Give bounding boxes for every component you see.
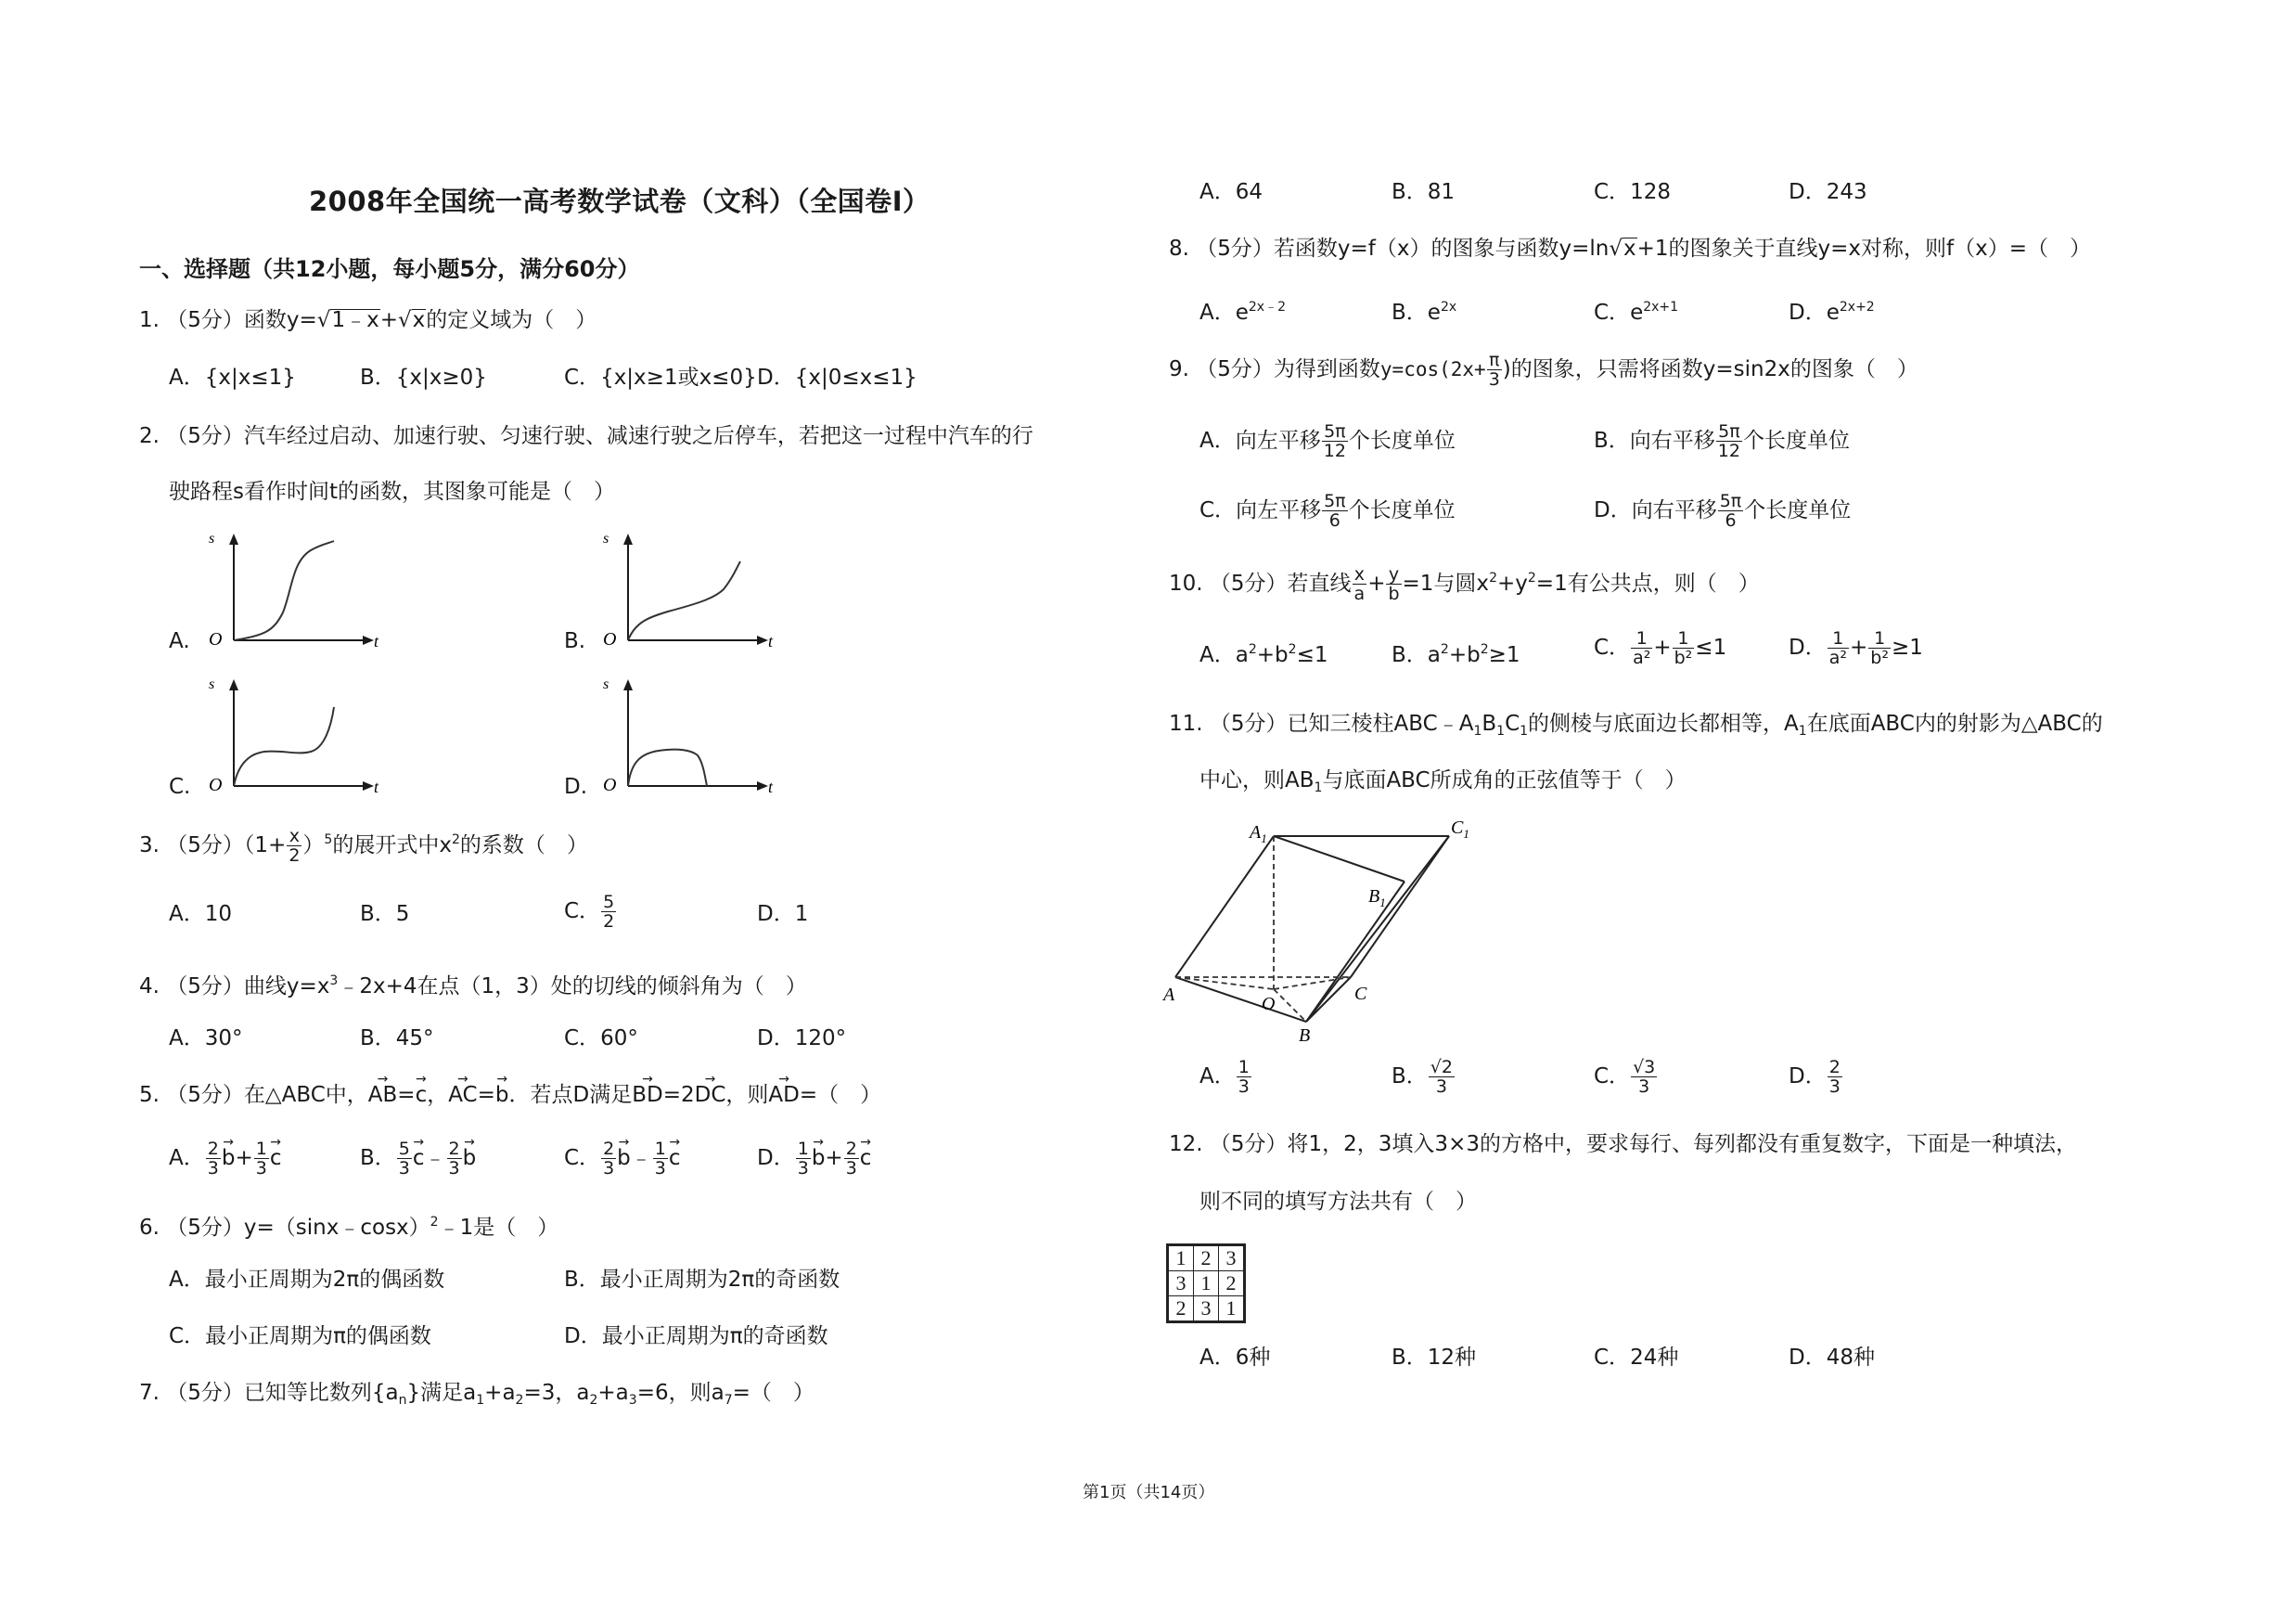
question-7: 7. （5分）已知等比数列$\{a_n\}$满足$a_1+a_2=3$，$a_2+a_3=6$，则$a_7=$（ ） [139,1381,815,1408]
q5-option-d[interactable]: D． $\frac{1}{3}$ → b+ $\frac{2}{3}$ → c [757,1140,871,1178]
q6-option-b[interactable]: B．最小正周期为2π的奇函数 [564,1268,840,1292]
q7-option-a[interactable]: A．64 [1199,180,1263,204]
q5-option-a[interactable]: A． $\frac{2}{3}$ → b+ $\frac{1}{3}$ → c [169,1140,281,1178]
label-b1: $B_1$ [1368,886,1386,909]
q2-option-c[interactable]: C. [169,775,191,799]
q2-graph-b [594,524,779,654]
q2-graph-c [199,670,385,800]
q10-option-c[interactable]: C． $\frac{1}{\text{a²}}$ + $\frac{1}{\text{b²}}$ ≤1 [1594,628,1727,668]
q1-option-d[interactable]: D．{x|0≤x≤1} [757,366,917,390]
question-5: 5. （5分）在△ABC中，→ AB=→ c，→ AC=→ b．若点D满足→ BD=2→ DC，则→ AD=（ ） [139,1081,881,1109]
svg-text:t: t [768,632,774,650]
question-12-line2: 则不同的填写方法共有（ ） [1199,1190,1477,1214]
q10-option-a[interactable]: A．$a^2+b^2\le 1$ [1199,642,1328,667]
q5-option-b[interactable]: B． $\frac{5}{3}$ → c﹣ $\frac{2}{3}$ → b [360,1140,476,1178]
q4-option-a[interactable]: A．30° [169,1026,243,1050]
q4-option-d[interactable]: D．120° [757,1026,847,1050]
label-a: A [1163,985,1175,1005]
q2-graph-a [199,524,385,654]
question-1: 1. （5分）函数y=√1﹣x+√x的定义域为（ ） [139,308,597,332]
q6-option-a[interactable]: A．最小正周期为2π的偶函数 [169,1268,445,1292]
label-a1: $A_1$ [1250,822,1267,845]
q12-option-a[interactable]: A．6种 [1199,1346,1271,1370]
q3-option-a[interactable]: A．10 [169,902,233,926]
question-12-line1: 12. （5分）将1，2，3填入3×3的方格中，要求每行、每列都没有重复数字，下面是一种填法， [1169,1132,2077,1156]
question-2-line1: 2. （5分）汽车经过启动、加速行驶、匀速行驶、减速行驶之后停车，若把这一过程中汽车的行 [139,424,1033,448]
q3-option-d[interactable]: D．1 [757,902,809,926]
q10-option-d[interactable]: D． $\frac{1}{\text{a²}}$ + $\frac{1}{\text{b²}}$ ≥1 [1789,628,1923,668]
question-11-line1: 11. （5分）已知三棱柱$ABC﹣A_1B_1C_1$的侧棱与底面边长都相等，$A_1$在底面ABC内的射影为△ABC的 [1169,712,2103,739]
question-6: 6. （5分）y=（sinx﹣cosx）$^2$﹣1是（ ） [139,1215,559,1240]
label-b: B [1299,1025,1311,1046]
prism-figure [1160,807,1494,1049]
page-footer: 第1页（共14页） [1083,1483,1215,1502]
question-8: 8. （5分）若函数y=f（x）的图象与函数y=ln√x+1的图象关于直线y=x对称，则f（x）=（ ） [1169,237,2092,261]
q2-option-a[interactable]: A. [169,629,190,653]
svg-text:t: t [374,778,379,796]
latin-square-grid: 1 2 3 3 1 2 2 3 1 [1166,1243,1246,1323]
svg-text:s: s [603,676,609,692]
q9-option-a[interactable]: A．向左平移 $\frac{5\pi}{12}$ 个长度单位 [1199,421,1456,461]
svg-text:O: O [603,629,617,650]
question-9: 9. （5分）为得到函数y=cos(2x+ $\frac{\pi}{3}$ )的图象，只需将函数y=sin2x的图象（ ） [1169,350,1918,390]
q6-option-d[interactable]: D．最小正周期为π的奇函数 [564,1324,828,1348]
q7-option-b[interactable]: B．81 [1392,180,1456,204]
q1-option-a[interactable]: A．{x|x≤1} [169,366,296,390]
q7-option-d[interactable]: D．243 [1789,180,1867,204]
label-c: C [1354,984,1367,1004]
q2-option-b[interactable]: B. [564,629,586,653]
q8-option-b[interactable]: B．$e^{2x}$ [1392,300,1457,325]
q2-graph-d [594,670,779,800]
q4-option-c[interactable]: C．60° [564,1026,638,1050]
svg-text:O: O [209,629,223,650]
question-10: 10. （5分）若直线 $\frac{x}{a}$ + $\frac{y}{b}$ =1与圆$x^2+y^2=1$有公共点，则（ ） [1169,564,1760,604]
question-2-line2: 驶路程s看作时间t的函数，其图象可能是（ ） [169,480,616,504]
q6-option-c[interactable]: C．最小正周期为π的偶函数 [169,1324,431,1348]
q8-option-a[interactable]: A．$e^{2x﹣2}$ [1199,300,1286,325]
q9-option-d[interactable]: D．向右平移 $\frac{5\pi}{6}$ 个长度单位 [1594,491,1852,531]
q4-option-b[interactable]: B．45° [360,1026,434,1050]
q12-option-d[interactable]: D．48种 [1789,1346,1875,1370]
svg-text:s: s [209,676,215,692]
svg-text:s: s [603,531,609,547]
svg-text:t: t [768,778,774,796]
q3-option-b[interactable]: B．5 [360,902,410,926]
page-title: 2008年全国统一高考数学试卷（文科）（全国卷Ⅰ） [309,186,930,217]
q12-option-c[interactable]: C．24种 [1594,1346,1679,1370]
q12-option-b[interactable]: B．12种 [1392,1346,1477,1370]
q1-option-c[interactable]: C．{x|x≥1或x≤0} [564,366,757,390]
question-4: 4. （5分）曲线$y=x^3﹣2x+4$在点（1，3）处的切线的倾斜角为（ ） [139,973,807,998]
question-11-line2: 中心，则$AB_1$与底面ABC所成角的正弦值等于（ ） [1199,768,1687,795]
q3-option-c[interactable]: C． $\frac{5}{2}$ [564,892,615,932]
q5-option-c[interactable]: C． $\frac{2}{3}$ → b﹣ $\frac{1}{3}$ → c [564,1140,681,1178]
label-o: O [1262,994,1276,1014]
q10-option-b[interactable]: B．$a^2+b^2\ge 1$ [1392,642,1520,667]
q8-option-c[interactable]: C．$e^{2x+1}$ [1594,300,1679,325]
svg-text:O: O [603,775,617,795]
q9-option-c[interactable]: C．向左平移 $\frac{5\pi}{6}$ 个长度单位 [1199,491,1456,531]
q11-option-c[interactable]: C． $\frac{√3}{3}$ [1594,1057,1656,1097]
q9-option-b[interactable]: B．向右平移 $\frac{5\pi}{12}$ 个长度单位 [1594,421,1850,461]
svg-text:O: O [209,775,223,795]
svg-text:t: t [374,632,379,650]
q11-option-b[interactable]: B． $\frac{√2}{3}$ [1392,1057,1453,1097]
question-3: 3. （5分）（1+ $\frac{x}{2}$ ）$^5$的展开式中$x^2$的系数（ ） [139,826,588,866]
q8-option-d[interactable]: D．$e^{2x+2}$ [1789,300,1875,325]
q2-option-d[interactable]: D. [564,775,588,799]
section-heading: 一、选择题（共12小题，每小题5分，满分60分） [139,256,640,282]
q11-option-a[interactable]: A． $\frac{1}{3}$ [1199,1057,1250,1097]
q11-option-d[interactable]: D． $\frac{2}{3}$ [1789,1057,1841,1097]
q1-option-b[interactable]: B．{x|x≥0} [360,366,487,390]
label-c1: $C_1$ [1451,818,1469,841]
q7-option-c[interactable]: C．128 [1594,180,1671,204]
svg-text:s: s [209,531,215,547]
